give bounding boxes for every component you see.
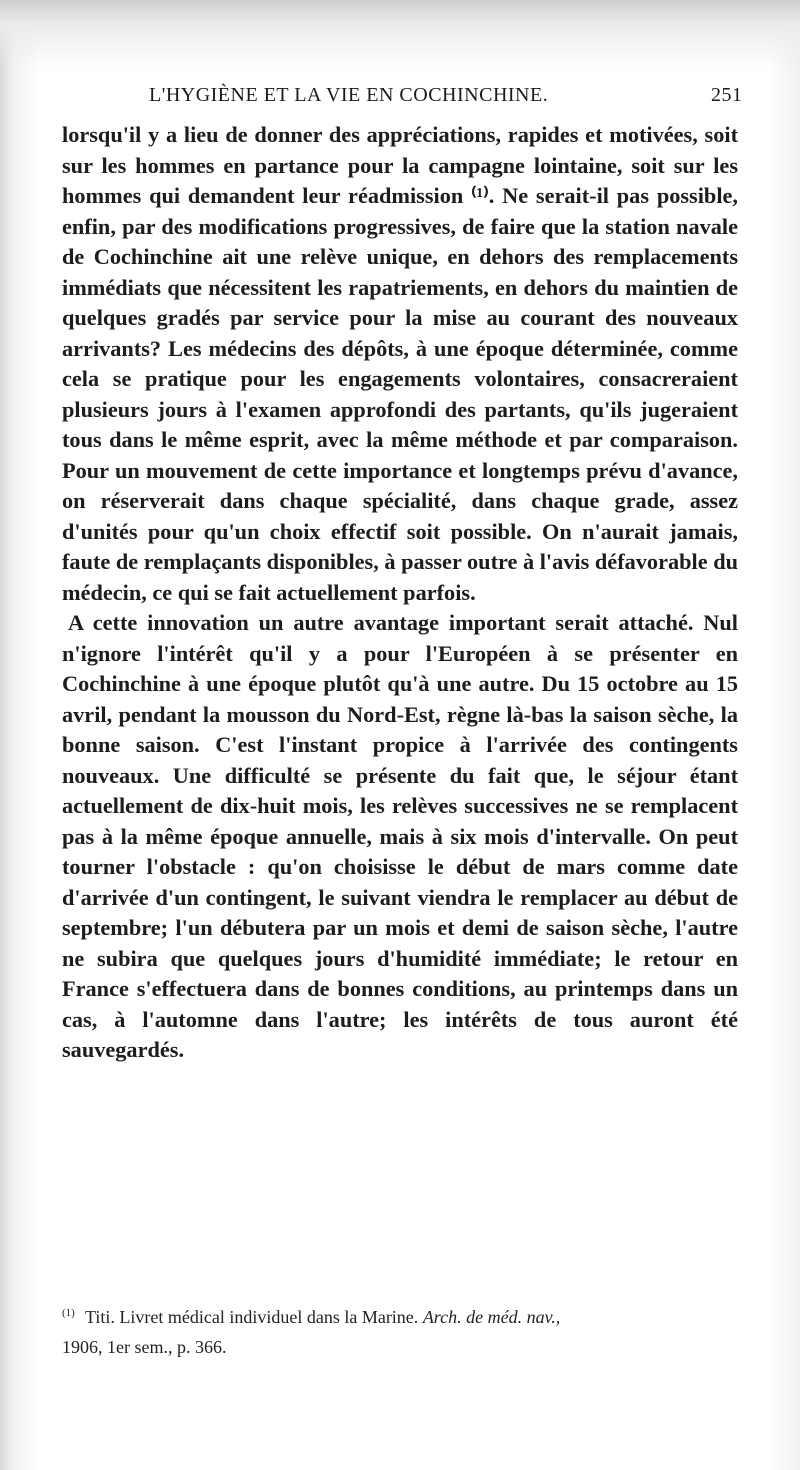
- footnote-details: 1906, 1er sem., p. 366.: [62, 1337, 227, 1357]
- footnote: [62, 1298, 752, 1362]
- footnote-author: Titi.: [85, 1307, 115, 1327]
- page-number: 251: [711, 84, 743, 106]
- footnote-marker: (1): [62, 1307, 75, 1319]
- footnote-journal: Arch. de méd. nav.,: [422, 1307, 561, 1327]
- body-text: [62, 120, 738, 1066]
- running-title: L'HYGIÈNE ET LA VIE EN COCHINCHINE.: [149, 84, 549, 106]
- paragraph-2: A cette innovation un autre avantage important serait attaché. Nul n'ignore l'intérêt qu'il y a pour l'Européen à se présenter en Cochinchine à une époque plutôt qu'à une autre. Du 15 octobre au 15 avril, pendant la mousson du Nord-Est, règne là-bas la saison sèche, la bonne saison. C'est l'instant propice à l'arrivée des contingents nouveaux. Une difficulté se présente du fait que, le séjour étant actuellement de dix-huit mois, les relèves successives ne se remplacent pas à la même époque annuelle, mais à six mois d'intervalle. On peut tourner l'obstacle : qu'on choisisse le début de mars comme date d'arrivée d'un contingent, le suivant viendra le remplacer au début de septembre; l'un débutera par un mois et demi de saison sèche, l'autre ne subira que quelques jours d'humidité immédiate; le retour en France s'effectuera dans de bonnes conditions, au printemps dans un cas, à l'automne dans l'autre; les intérêts de tous auront été sauvegardés.: [62, 610, 738, 1062]
- paragraph-1: lorsqu'il y a lieu de donner des appréciations, rapides et motivées, soit sur les hommes en partance pour la campagne lointaine, soit sur les hommes qui demandent leur réadmission ⁽¹⁾. Ne serait-il pas possible, enfin, par des modifications progressives, de faire que la station navale de Cochinchine ait une relève unique, en dehors des remplacements immédiats que nécessitent les rapatriements, en dehors du maintien de quelques gradés par service pour la mise au courant des nouveaux arrivants? Les médecins des dépôts, à une époque déterminée, comme cela se pratique pour les engagements volontaires, consacreraient plusieurs jours à l'examen approfondi des partants, qu'ils jugeraient tous dans le même esprit, avec la même méthode et par comparaison. Pour un mouvement de cette importance et longtemps prévu d'avance, on réserverait dans chaque spécialité, dans chaque grade, assez d'unités pour qu'un choix effectif soit possible. On n'aurait jamais, faute de remplaçants disponibles, à passer outre à l'avis défavorable du médecin, ce qui se fait actuellement parfois.: [62, 122, 738, 605]
- page-header: [0, 84, 800, 118]
- scan-shadow: [0, 0, 800, 70]
- footnote-text: Livret médical individuel dans la Marine.: [119, 1307, 419, 1327]
